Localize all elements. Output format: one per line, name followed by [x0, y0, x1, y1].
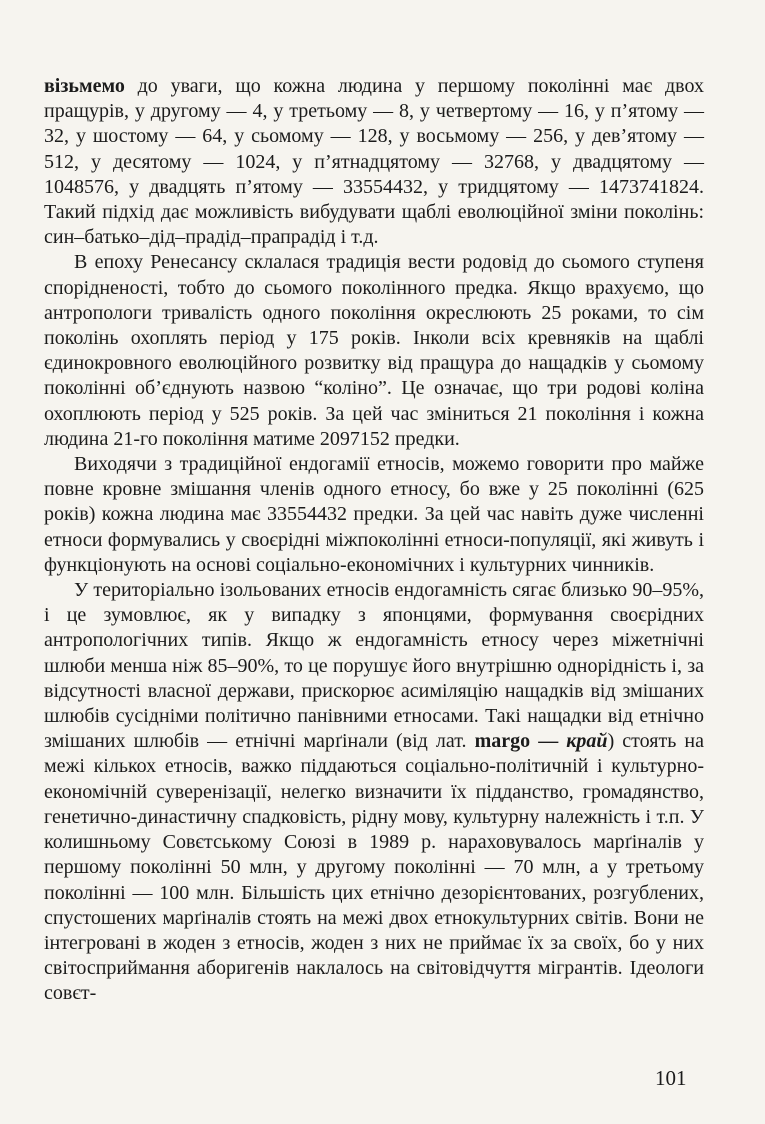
- paragraph-4: [44, 578, 704, 1006]
- body-text: [44, 74, 704, 1007]
- term-dash: —: [530, 730, 567, 753]
- paragraph-1-text: до уваги, що кожна людина у першому поколінні має двох пращурів, у другому — 4, у третьому — 8, у четвертому — 16, у п’ятому — 32, у шостому — 64, у сьомому — 128, у восьмому — 256, у дев’ятому — 512, у десятому — 1024, у п’ятнадцятому — 32768, у двадцятому — 1048576, у двадцять п’ятому — 33554432, у тридцятому — 1473741824. Такий підхід дає можливість вибудувати щаблі еволюційної зміни поколінь: син–батько–дід–прадід–прапрадід і т.д.: [44, 75, 704, 249]
- paragraph-4-text-after: ) стоять на межі кількох етносів, важко піддаються соціально-політичній і культурно-економічній суверенізації, нелегко визначити їх підданство, громадянство, генетично-династичну спадковість, рідну мову, культурну належність і т.п. У колишньому Совєтському Союзі в 1989 р. нараховувалось марґіналів у першому поколінні 50 млн, у другому поколінні — 70 млн, а у третьому поколінні — 100 млн. Більшість цих етнічно дезорієнтованих, розгублених, спустошених марґіналів стоять на межі двох етнокультурних світів. Вони не інтегровані в жоден з етносів, жоден з них не приймає їх за своїх, бо у них світосприймання аборигенів наклалось на світовідчуття мігрантів. Ідеологи совєт-: [44, 730, 704, 1005]
- paragraph-3: [44, 452, 704, 578]
- paragraph-3-text: Виходячи з традиційної ендогамії етносів, можемо говорити про майже повне кровне змішання членів одного етносу, бо вже у 25 поколінні (625 років) кожна людина має 33554432 предки. За цей час навіть дуже численні етноси формувались у своєрідні міжпоколінні етноси-популяції, які живуть і функціонують на основі соціально-економічних і культурних чинників.: [44, 453, 704, 576]
- latin-term-translation: край: [566, 730, 608, 753]
- paragraph-2-text: В епоху Ренесансу склалася традиція вести родовід до сьомого ступеня спорідненості, тобто до сьомого поколінного предка. Якщо врахуємо, що антропологи тривалість одного покоління окреслюють 25 роками, то сім поколінь охоплять період у 175 років. Інколи всіх кревняків на щаблі єдинокровного еволюційного розвитку від пращура до нащадків у сьомому поколінні об’єднують назвою “коліно”. Це означає, що три родові коліна охоплюють період у 525 років. За цей час зміниться 21 покоління і кожна людина 21-го покоління матиме 2097152 предки.: [44, 251, 704, 450]
- paragraph-2: [44, 250, 704, 452]
- paragraph-1: [44, 74, 704, 250]
- page-number: 101: [655, 1066, 687, 1090]
- latin-term: margo: [474, 730, 531, 753]
- paragraph-4-text-before: У територіально ізольованих етносів ендогамність сягає близько 90–95%, і це зумовлює, як у випадку з японцями, формування своєрідних антропологічних типів. Якщо ж ендогамність етносу через міжетнічні шлюби менша ніж 85–90%, то це порушує його внутрішню однорідність і, за відсутності власної держави, прискорює асиміляцію нащадків від змішаних шлюбів сусідніми політично панівними етносами. Такі нащадки від етнічно змішаних шлюбів — етнічні марґінали (від лат.: [44, 579, 704, 753]
- paragraph-1-lead: візьмемо: [44, 75, 125, 97]
